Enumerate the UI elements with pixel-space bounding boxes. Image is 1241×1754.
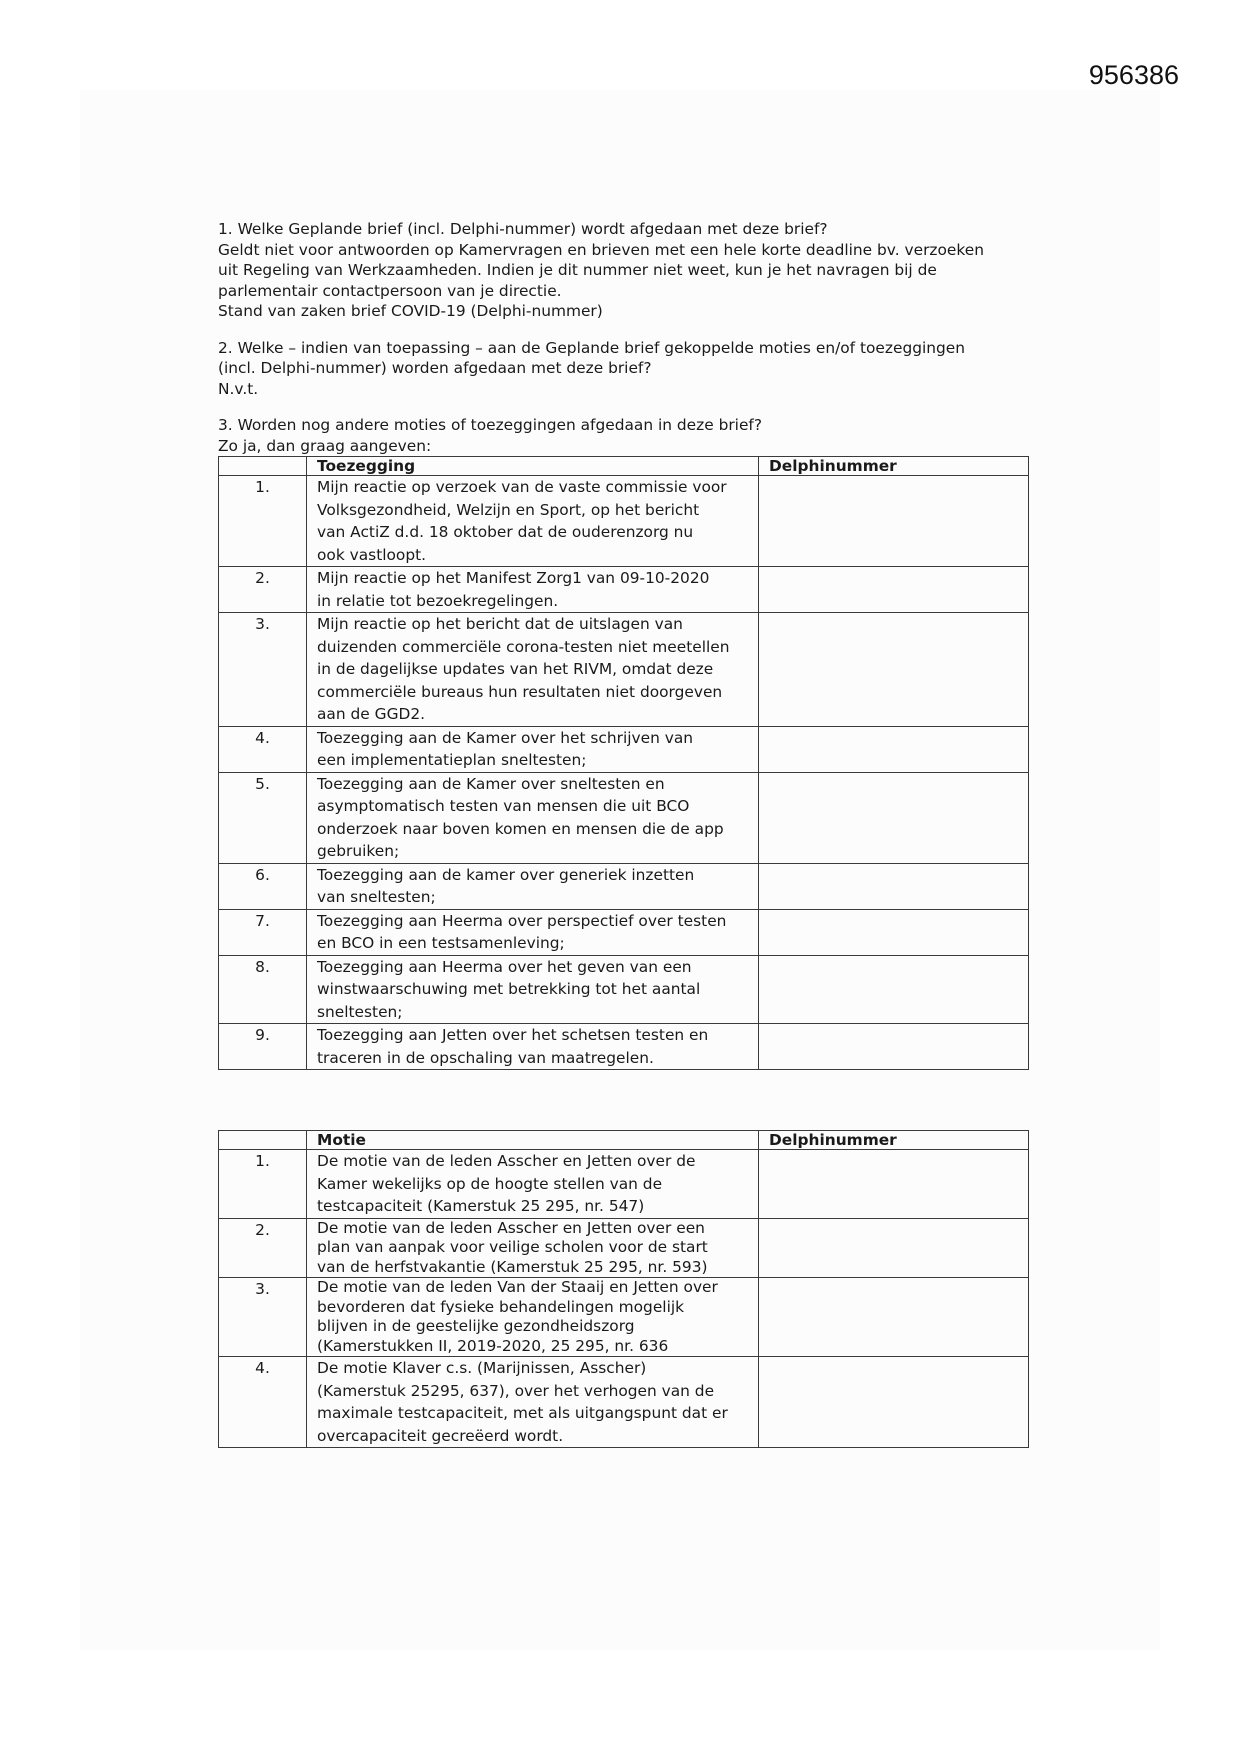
cell-line: winstwaarschuwing met betrekking tot het aantal	[317, 980, 701, 998]
question-line: 2. Welke – indien van toepassing – aan de Geplande brief gekoppelde moties en/of toezeggingen	[218, 338, 966, 357]
cell-line: onderzoek naar boven komen en mensen die de app	[317, 819, 724, 838]
cell-line: in de dagelijkse updates van het RIVM, omdat deze	[317, 660, 714, 678]
question-line: 3. Worden nog andere moties of toezeggingen afgedaan in deze brief?	[218, 416, 762, 434]
question-2	[218, 338, 1028, 400]
table-row	[219, 1218, 1029, 1278]
question-line: uit Regeling van Werkzaamheden. Indien je dit nummer niet weet, kun je het navragen bij de	[218, 261, 937, 279]
cell-line: Toezegging aan de kamer over generiek inzetten	[317, 865, 695, 884]
cell-line: Mijn reactie op het Manifest Zorg1 van 09-10-2020	[317, 569, 710, 587]
table-header-row	[219, 457, 1029, 476]
cell-line: Toezegging aan de Kamer over sneltesten en	[317, 774, 665, 793]
delphinummer-cell	[759, 1024, 1029, 1070]
delphinummer-cell	[759, 726, 1029, 772]
delphinummer-cell	[759, 613, 1029, 727]
table-row	[219, 1150, 1029, 1219]
cell-line: overcapaciteit gecreëerd wordt.	[317, 1426, 564, 1445]
delphinummer-cell	[759, 955, 1029, 1024]
cell-line: Kamer wekelijks op de hoogte stellen van de	[317, 1174, 663, 1193]
delphinummer-cell	[759, 567, 1029, 613]
cell-line: Volksgezondheid, Welzijn en Sport, op het bericht	[317, 500, 700, 519]
document-body	[218, 219, 1028, 1448]
table-row	[219, 1024, 1029, 1070]
row-description	[307, 1024, 759, 1070]
row-number: 2.	[219, 1218, 307, 1278]
cell-line: sneltesten;	[317, 1002, 403, 1021]
delphinummer-column-header: Delphinummer	[759, 457, 1029, 476]
cell-line: maximale testcapaciteit, met als uitgangspunt dat er	[317, 1404, 728, 1422]
table-row	[219, 772, 1029, 863]
question-line: Geldt niet voor antwoorden op Kamervragen en brieven met een hele korte deadline bv. verzoeken	[218, 240, 984, 259]
table-row	[219, 1278, 1029, 1357]
row-number: 3.	[219, 613, 307, 727]
delphinummer-cell	[759, 863, 1029, 909]
cell-line: Toezegging aan de Kamer over het schrijven van	[317, 728, 694, 747]
motie-table	[218, 1130, 1029, 1448]
row-number: 1.	[219, 476, 307, 567]
delphinummer-cell	[759, 1357, 1029, 1448]
document-number: 956386	[1088, 60, 1179, 90]
question-line: parlementair contactpersoon van je directie.	[218, 281, 562, 300]
delphinummer-cell	[759, 1278, 1029, 1357]
toezegging-table	[218, 456, 1029, 1070]
cell-line: en BCO in een testsamenleving;	[317, 934, 565, 952]
row-description	[307, 772, 759, 863]
cell-line: (Kamerstukken II, 2019-2020, 25 295, nr. 636	[317, 1336, 669, 1355]
table-row	[219, 1357, 1029, 1448]
cell-line: van de herfstvakantie (Kamerstuk 25 295, nr. 593)	[317, 1257, 708, 1276]
question-line: Zo ja, dan graag aangeven:	[218, 436, 432, 455]
cell-line: asymptomatisch testen van mensen die uit BCO	[317, 797, 690, 815]
table-row	[219, 955, 1029, 1024]
number-column-header	[219, 457, 307, 476]
row-description	[307, 955, 759, 1024]
delphinummer-cell	[759, 772, 1029, 863]
delphinummer-cell	[759, 476, 1029, 567]
cell-line: Mijn reactie op het bericht dat de uitslagen van	[317, 615, 683, 633]
cell-line: blijven in de geestelijke gezondheidszorg	[317, 1317, 635, 1335]
table-row	[219, 476, 1029, 567]
answer-line: Stand van zaken brief COVID-19 (Delphi-nummer)	[218, 302, 603, 320]
cell-line: Toezegging aan Jetten over het schetsen testen en	[317, 1026, 709, 1044]
cell-line: plan van aanpak voor veilige scholen voor de start	[317, 1238, 708, 1256]
row-description	[307, 1218, 759, 1278]
cell-line: Mijn reactie op verzoek van de vaste commissie voor	[317, 478, 727, 496]
number-column-header	[219, 1131, 307, 1150]
row-description	[307, 726, 759, 772]
cell-line: De motie van de leden Van der Staaij en Jetten over	[317, 1278, 718, 1296]
row-number: 7.	[219, 909, 307, 955]
row-number: 1.	[219, 1150, 307, 1219]
cell-line: duizenden commerciële corona-testen niet meetellen	[317, 637, 730, 656]
answer-line: N.v.t.	[218, 379, 259, 398]
table-row	[219, 863, 1029, 909]
row-number: 9.	[219, 1024, 307, 1070]
row-description	[307, 1150, 759, 1219]
row-number: 4.	[219, 726, 307, 772]
cell-line: van sneltesten;	[317, 888, 436, 906]
row-description	[307, 567, 759, 613]
table-row	[219, 726, 1029, 772]
cell-line: Toezegging aan Heerma over het geven van een	[317, 957, 692, 976]
cell-line: commerciële bureaus hun resultaten niet doorgeven	[317, 682, 723, 701]
cell-line: aan de GGD2.	[317, 705, 426, 723]
question-3	[218, 415, 1028, 456]
row-description	[307, 613, 759, 727]
cell-line: gebruiken;	[317, 842, 400, 860]
motie-column-header: Motie	[307, 1131, 759, 1150]
cell-line: De motie Klaver c.s. (Marijnissen, Asscher)	[317, 1359, 647, 1377]
cell-line: De motie van de leden Asscher en Jetten over een	[317, 1218, 705, 1237]
row-number: 8.	[219, 955, 307, 1024]
table-row	[219, 567, 1029, 613]
cell-line: testcapaciteit (Kamerstuk 25 295, nr. 547)	[317, 1197, 645, 1215]
cell-line: bevorderen dat fysieke behandelingen mogelijk	[317, 1297, 685, 1316]
delphinummer-cell	[759, 1150, 1029, 1219]
cell-line: Toezegging aan Heerma over perspectief over testen	[317, 911, 727, 930]
table-header-row	[219, 1131, 1029, 1150]
row-description	[307, 1278, 759, 1357]
cell-line: een implementatieplan sneltesten;	[317, 751, 587, 769]
row-number: 3.	[219, 1278, 307, 1357]
table-row	[219, 613, 1029, 727]
question-line: 1. Welke Geplande brief (incl. Delphi-nummer) wordt afgedaan met deze brief?	[218, 220, 828, 238]
question-line: (incl. Delphi-nummer) worden afgedaan met deze brief?	[218, 359, 652, 377]
cell-line: traceren in de opschaling van maatregelen.	[317, 1048, 654, 1067]
cell-line: in relatie tot bezoekregelingen.	[317, 591, 559, 610]
delphinummer-column-header: Delphinummer	[759, 1131, 1029, 1150]
row-number: 6.	[219, 863, 307, 909]
delphinummer-cell	[759, 909, 1029, 955]
cell-line: (Kamerstuk 25295, 637), over het verhogen van de	[317, 1381, 715, 1400]
row-description	[307, 1357, 759, 1448]
row-description	[307, 476, 759, 567]
row-number: 2.	[219, 567, 307, 613]
row-number: 4.	[219, 1357, 307, 1448]
row-description	[307, 909, 759, 955]
table-row	[219, 909, 1029, 955]
question-1	[218, 219, 1028, 322]
cell-line: ook vastloopt.	[317, 545, 427, 564]
cell-line: De motie van de leden Asscher en Jetten over de	[317, 1152, 696, 1170]
delphinummer-cell	[759, 1218, 1029, 1278]
row-description	[307, 863, 759, 909]
row-number: 5.	[219, 772, 307, 863]
toezegging-column-header: Toezegging	[307, 457, 759, 476]
cell-line: van ActiZ d.d. 18 oktober dat de ouderenzorg nu	[317, 523, 694, 541]
